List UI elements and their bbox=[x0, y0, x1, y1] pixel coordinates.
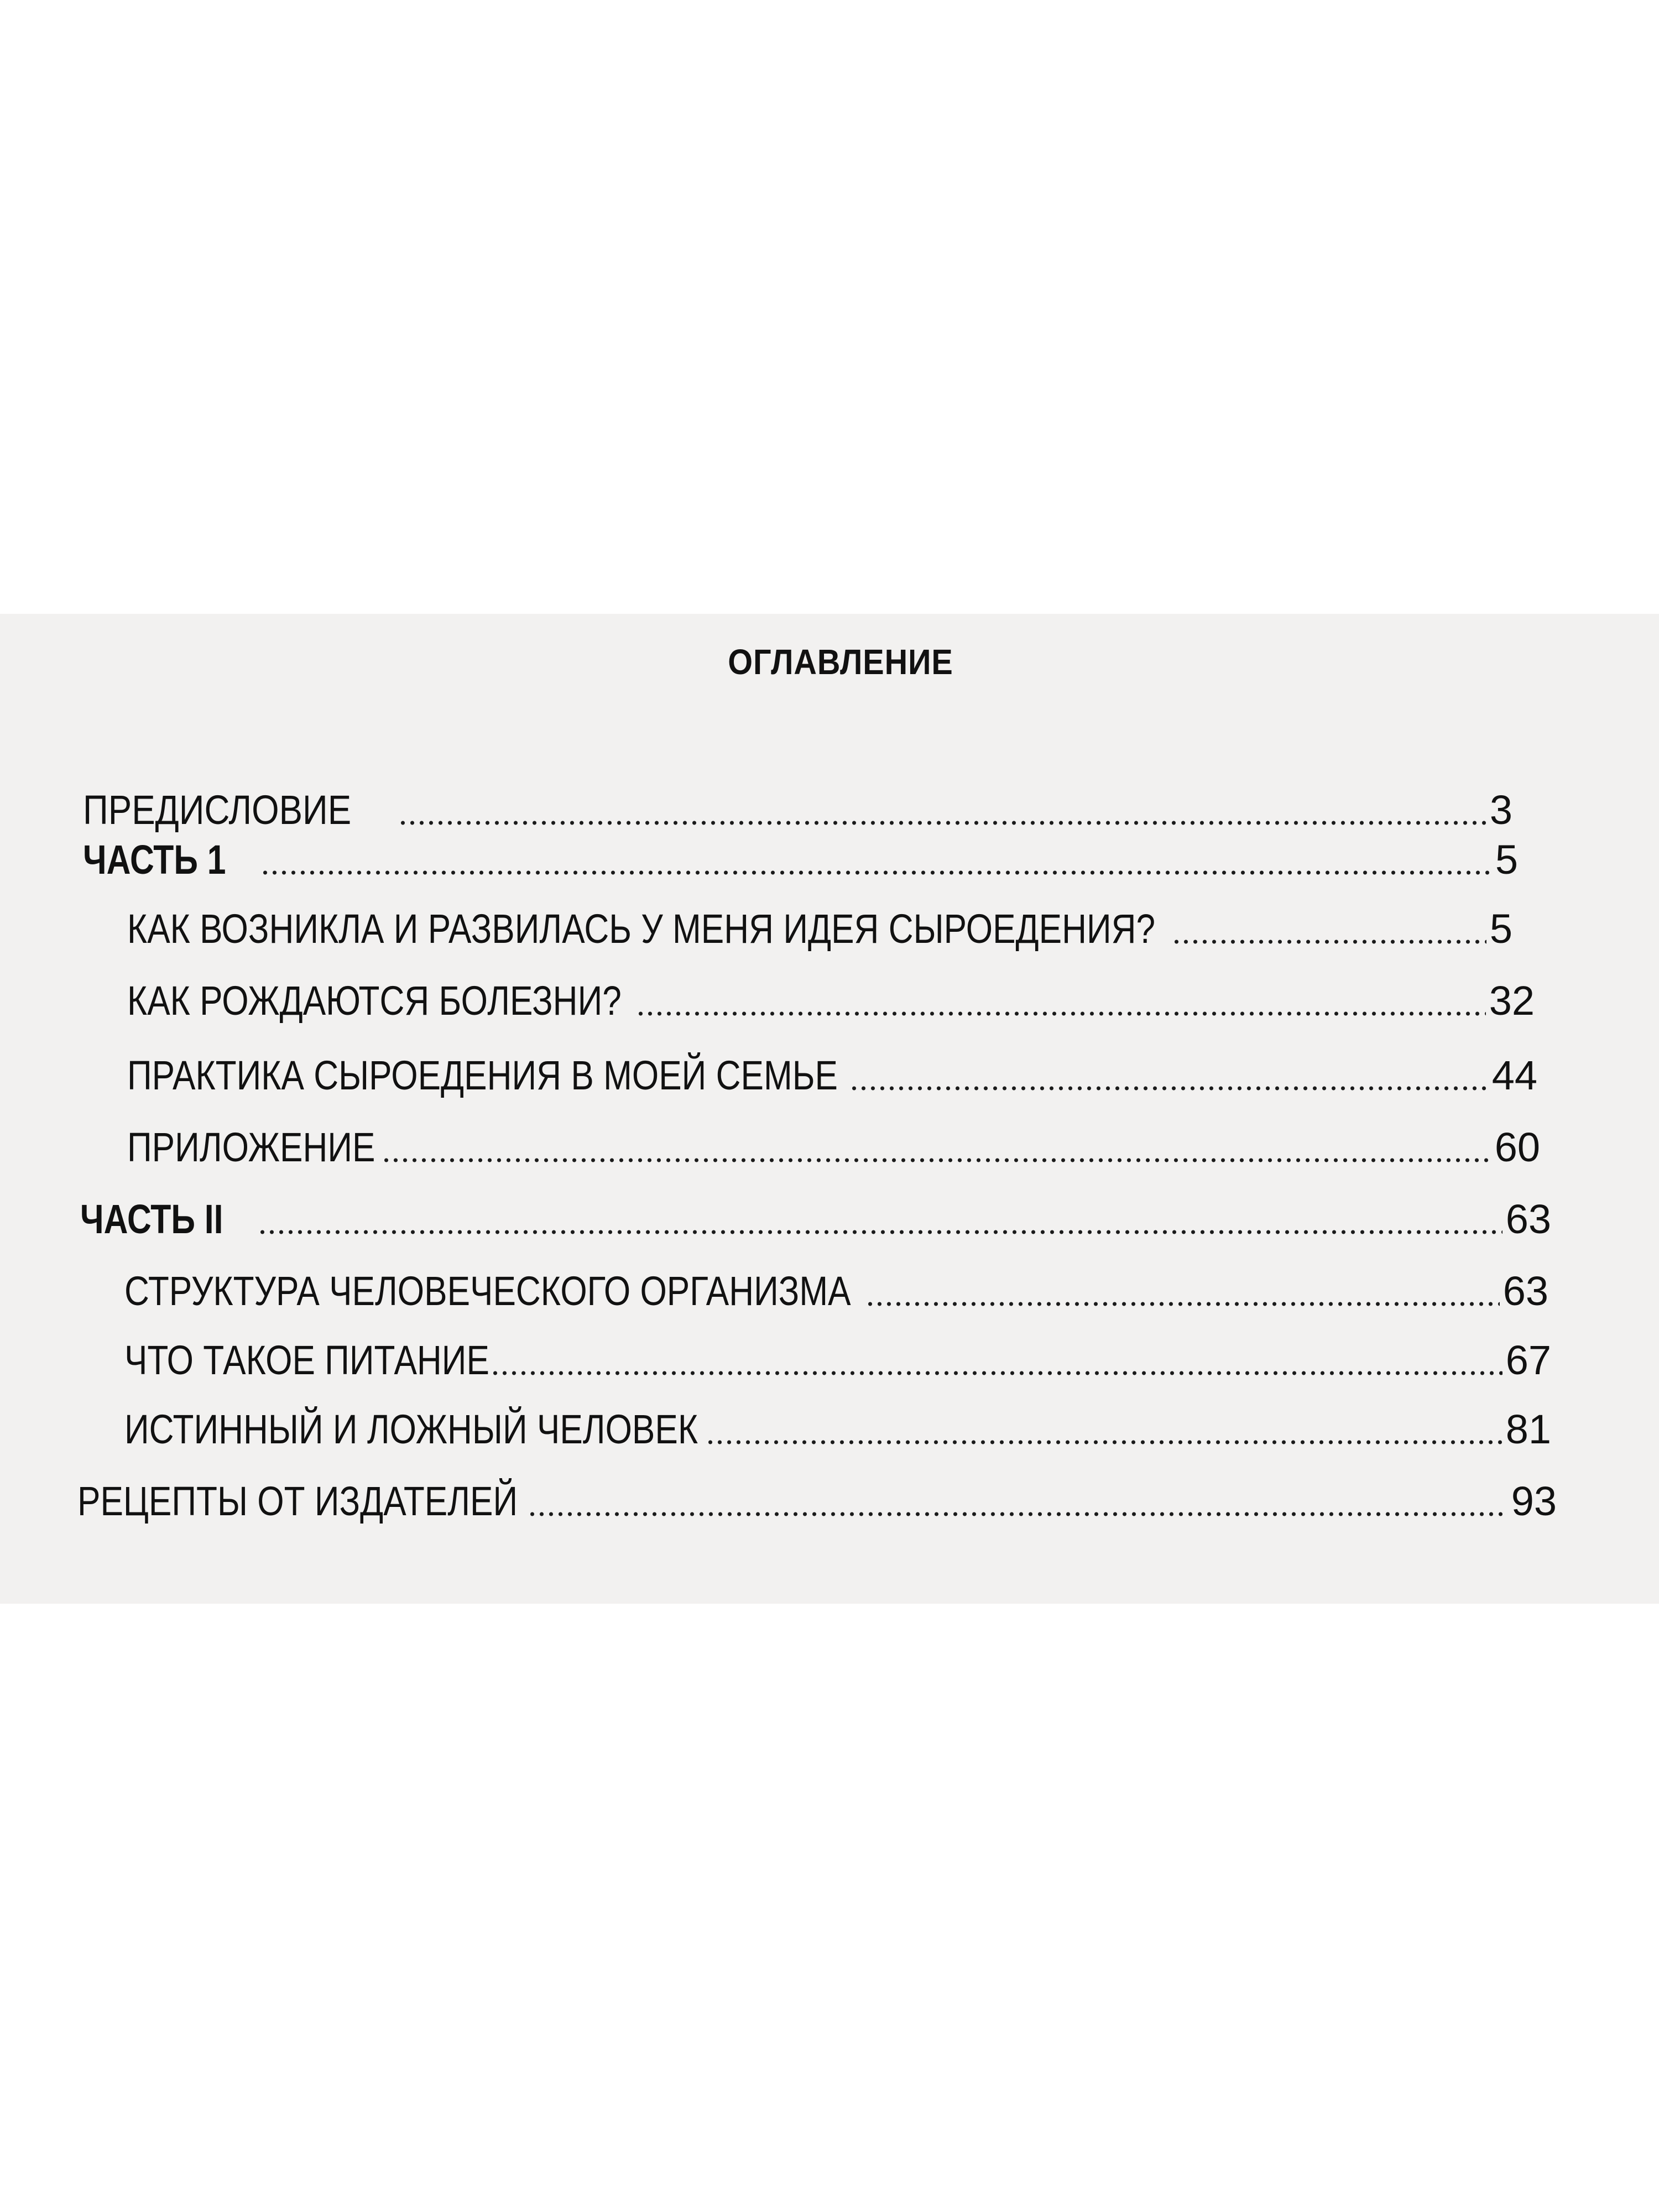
toc-entry-page: 60 bbox=[1494, 1124, 1540, 1170]
toc-entry-label: ПРЕДИСЛОВИЕ bbox=[83, 787, 352, 833]
toc-entry-page: 5 bbox=[1489, 906, 1512, 952]
toc-entry-part-2[interactable] bbox=[80, 1194, 1551, 1244]
toc-entry-true-false-man[interactable] bbox=[124, 1405, 1551, 1454]
toc-entry-label: ЧТО ТАКОЕ ПИТАНИЕ bbox=[124, 1337, 489, 1383]
toc-entry-family-practice[interactable] bbox=[127, 1051, 1537, 1100]
toc-entry-label: КАК ВОЗНИКЛА И РАЗВИЛАСЬ У МЕНЯ ИДЕЯ СЫРОЕДЕНИЯ? bbox=[127, 906, 1156, 952]
dot-leader bbox=[260, 869, 1492, 876]
toc-entry-label: СТРУКТУРА ЧЕЛОВЕЧЕСКОГО ОРГАНИЗМА bbox=[124, 1268, 851, 1314]
dot-leader bbox=[636, 1010, 1486, 1017]
toc-entry-page: 63 bbox=[1503, 1268, 1548, 1314]
toc-entry-label: КАК РОЖДАЮТСЯ БОЛЕЗНИ? bbox=[127, 978, 622, 1024]
dot-leader bbox=[382, 1157, 1491, 1164]
toc-entry-label: ПРИЛОЖЕНИЕ bbox=[127, 1124, 375, 1170]
toc-entry-page: 63 bbox=[1505, 1196, 1551, 1242]
toc-entry-raw-food-idea[interactable] bbox=[127, 904, 1512, 954]
toc-entry-organism-structure[interactable] bbox=[124, 1266, 1548, 1316]
toc-entry-label: РЕЦЕПТЫ ОТ ИЗДАТЕЛЕЙ bbox=[77, 1478, 518, 1524]
toc-entry-page: 81 bbox=[1505, 1406, 1551, 1452]
book-page bbox=[0, 614, 1659, 1604]
dot-leader bbox=[1172, 938, 1486, 945]
dot-leader bbox=[398, 820, 1486, 826]
toc-entry-part-1[interactable] bbox=[83, 835, 1518, 885]
dot-leader bbox=[258, 1229, 1502, 1235]
dot-leader bbox=[491, 1370, 1503, 1376]
toc-entry-page: 67 bbox=[1505, 1337, 1551, 1383]
toc-entry-appendix[interactable] bbox=[127, 1123, 1540, 1172]
toc-entry-label: ПРАКТИКА СЫРОЕДЕНИЯ В МОЕЙ СЕМЬЕ bbox=[127, 1052, 838, 1098]
toc-entry-diseases[interactable] bbox=[127, 976, 1535, 1026]
toc-entry-label: ЧАСТЬ 1 bbox=[83, 837, 226, 883]
dot-leader bbox=[706, 1439, 1503, 1446]
toc-entry-page: 44 bbox=[1491, 1052, 1537, 1098]
dot-leader bbox=[528, 1511, 1508, 1517]
dot-leader bbox=[865, 1301, 1500, 1307]
toc-title: ОГЛАВЛЕНИЕ bbox=[728, 642, 953, 682]
toc-entry-publisher-recipes[interactable] bbox=[77, 1477, 1557, 1526]
toc-entry-label: ИСТИННЫЙ И ЛОЖНЫЙ ЧЕЛОВЕК bbox=[124, 1406, 698, 1452]
toc-entry-label: ЧАСТЬ II bbox=[80, 1196, 223, 1242]
toc-entry-preface[interactable] bbox=[83, 785, 1512, 835]
toc-entry-page: 32 bbox=[1489, 978, 1535, 1024]
toc-entry-page: 5 bbox=[1495, 837, 1518, 883]
toc-entry-nutrition[interactable] bbox=[124, 1335, 1551, 1385]
toc-entry-page: 93 bbox=[1511, 1478, 1557, 1524]
dot-leader bbox=[849, 1085, 1489, 1092]
toc-entry-page: 3 bbox=[1489, 787, 1512, 833]
